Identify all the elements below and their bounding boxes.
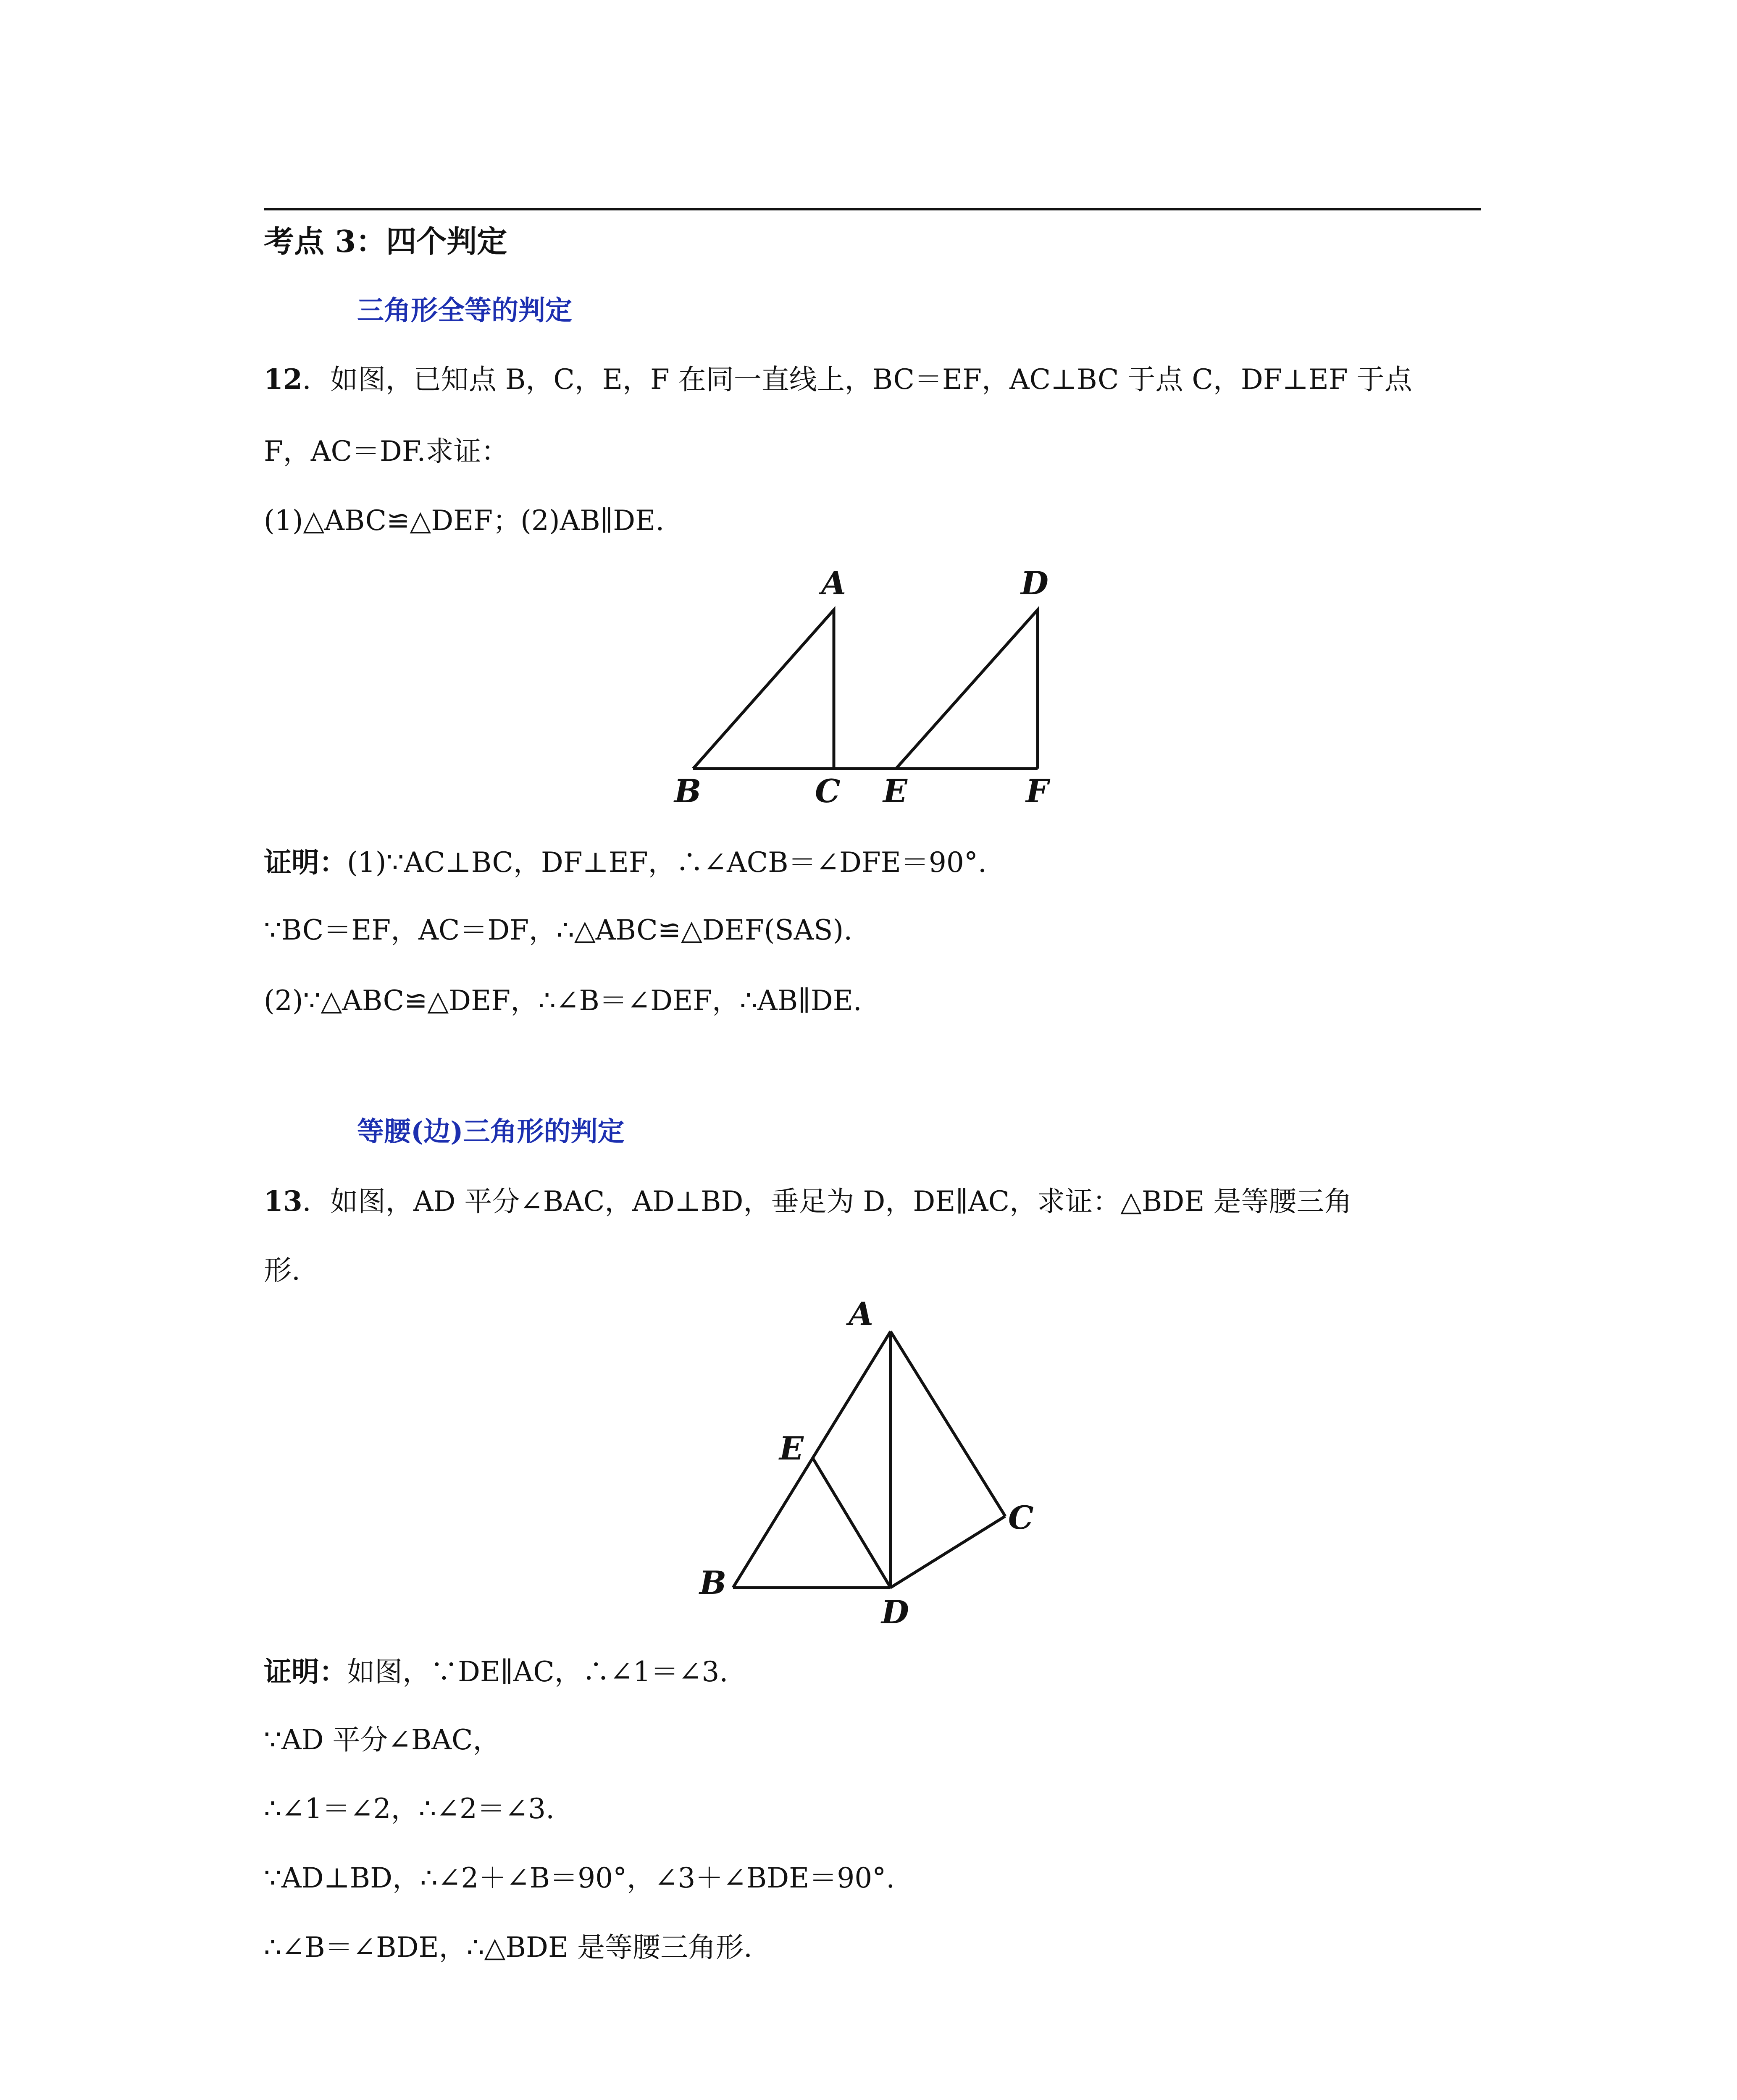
section-title: 考点 3：四个判定	[264, 223, 507, 259]
label-C2: C	[1008, 1499, 1034, 1536]
question-13-number: 13	[264, 1185, 302, 1218]
proof-13-line-3: ∴∠1＝∠2，∴∠2＝∠3.	[264, 1793, 555, 1825]
proof-13-line-1	[264, 1653, 728, 1691]
proof-12-line-3: (2)∵△ABC≌△DEF，∴∠B＝∠DEF，∴AB∥DE.	[264, 984, 862, 1017]
proof-13-line-2: ∵AD 平分∠BAC，	[264, 1724, 501, 1756]
label-C: C	[815, 772, 841, 810]
label-F: F	[1026, 772, 1049, 810]
proof-12-text-1: (1)∵AC⊥BC，DF⊥EF，∴∠ACB＝∠DFE＝90°.	[347, 846, 987, 879]
segment-ed	[813, 1458, 891, 1588]
question-12-number: 12	[264, 363, 302, 396]
subtitle-isosceles: 等腰(边)三角形的判定	[357, 1116, 625, 1147]
question-13-line-2: 形.	[264, 1254, 300, 1286]
question-12-text-1: ．如图，已知点 B，C，E，F 在同一直线上，BC＝EF，AC⊥BC 于点 C，DF⊥EF 于点	[302, 363, 1412, 396]
label-E: E	[883, 772, 907, 810]
question-12-line-2: F，AC＝DF.求证：	[264, 435, 509, 467]
proof-13-line-4: ∵AD⊥BD，∴∠2＋∠B＝90°，∠3＋∠BDE＝90°.	[264, 1862, 895, 1894]
label-B: B	[674, 772, 702, 810]
label-D: D	[1021, 564, 1049, 602]
question-13-text-1: ．如图，AD 平分∠BAC，AD⊥BD，垂足为 D，DE∥AC，求证：△BDE 是等腰三角	[302, 1185, 1352, 1218]
segment-dc	[891, 1516, 1005, 1588]
label-E2: E	[779, 1430, 804, 1467]
question-12-line-3: (1)△ABC≌△DEF；(2)AB∥DE.	[264, 504, 665, 537]
label-A2: A	[849, 1295, 873, 1333]
proof-12-label: 证明：	[264, 846, 347, 879]
label-B2: B	[699, 1564, 727, 1601]
proof-12-line-2: ∵BC＝EF，AC＝DF，∴△ABC≌△DEF(SAS).	[264, 914, 853, 946]
proof-13-line-5: ∴∠B＝∠BDE，∴△BDE 是等腰三角形.	[264, 1931, 752, 1964]
label-D2: D	[881, 1593, 909, 1631]
proof-13-text-1: 如图，∵DE∥AC，∴∠1＝∠3.	[347, 1656, 728, 1688]
label-A: A	[821, 564, 846, 602]
segment-ac	[891, 1331, 1005, 1516]
proof-13-label: 证明：	[264, 1655, 347, 1688]
subtitle-congruence: 三角形全等的判定	[357, 295, 572, 326]
